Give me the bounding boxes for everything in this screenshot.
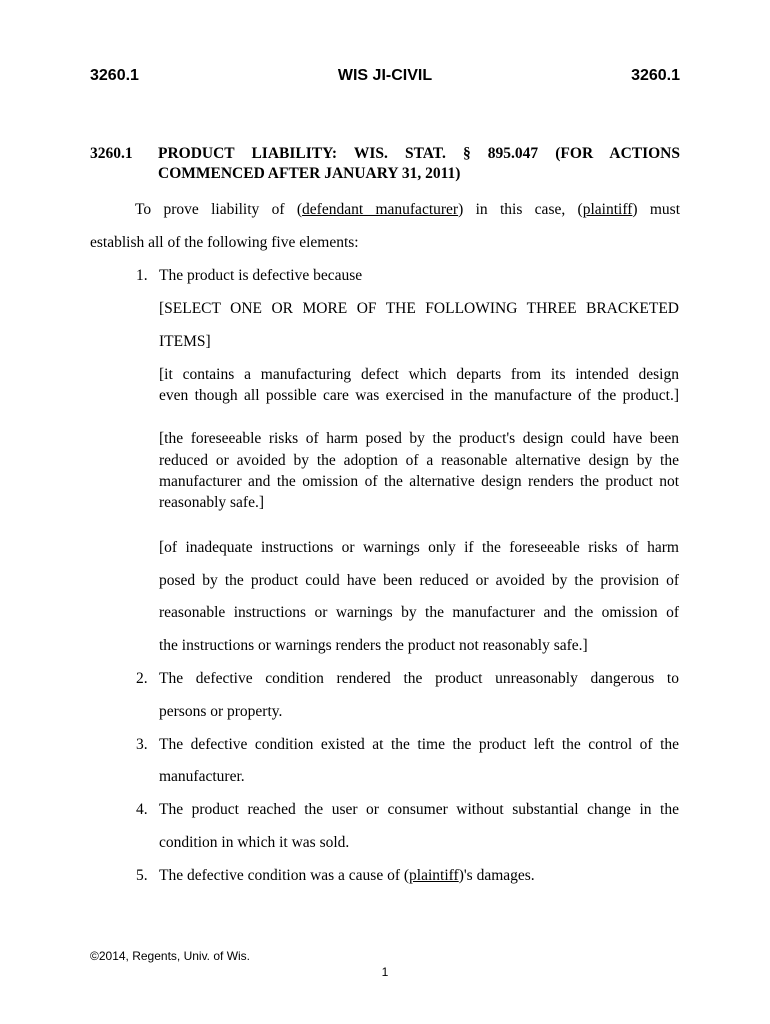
header-section-right: 3260.1 bbox=[631, 67, 680, 84]
header-title: WIS JI-CIVIL bbox=[337, 67, 433, 84]
select-instruction-line-1: [SELECT ONE OR MORE OF THE FOLLOWING THREE BRACKETED bbox=[159, 300, 679, 317]
option-a-line-1: [it contains a manufacturing defect which departs from its intended design bbox=[159, 366, 679, 383]
intro-line-2: establish all of the following five elements: bbox=[90, 234, 359, 251]
copyright-footer: ©2014, Regents, Univ. of Wis. bbox=[90, 949, 251, 963]
element-1-number: 1. bbox=[136, 267, 148, 284]
element-4-line-2: condition in which it was sold. bbox=[159, 834, 350, 851]
element-2-number: 2. bbox=[136, 670, 148, 687]
running-header bbox=[90, 67, 680, 89]
element-5-number: 5. bbox=[136, 867, 148, 884]
option-b-line-4: reasonably safe.] bbox=[159, 494, 265, 511]
select-instruction-line-2: ITEMS] bbox=[159, 333, 211, 350]
option-a-line-2: even though all possible care was exercised in the manufacture of the product.] bbox=[159, 387, 679, 404]
page-number: 1 bbox=[381, 965, 389, 979]
element-3-line-1: The defective condition existed at the time the product left the control of the bbox=[159, 736, 679, 753]
element-5-text: The defective condition was a cause of (plaintiff)'s damages. bbox=[159, 867, 535, 884]
option-c-line-2: posed by the product could have been reduced or avoided by the provision of bbox=[159, 572, 679, 589]
option-b-line-3: manufacturer and the omission of the alternative design renders the product not bbox=[159, 473, 679, 490]
title-line-2: COMMENCED AFTER JANUARY 31, 2011) bbox=[158, 165, 461, 182]
defendant-placeholder: defendant manufacturer bbox=[302, 201, 459, 218]
element-1-text: The product is defective because bbox=[159, 267, 363, 284]
intro-line-1: To prove liability of (defendant manufacturer) in this case, (plaintiff) must bbox=[135, 201, 681, 218]
plaintiff-placeholder-2: plaintiff bbox=[409, 867, 459, 884]
plaintiff-placeholder: plaintiff bbox=[582, 201, 633, 218]
element-3-line-2: manufacturer. bbox=[159, 768, 245, 785]
option-c-line-3: reasonable instructions or warnings by the manufacturer and the omission of bbox=[159, 604, 679, 621]
element-2-line-1: The defective condition rendered the product unreasonably dangerous to bbox=[159, 670, 679, 687]
element-4-number: 4. bbox=[136, 801, 148, 818]
option-c-line-4: the instructions or warnings renders the product not reasonably safe.] bbox=[159, 637, 588, 654]
header-section-left: 3260.1 bbox=[90, 67, 139, 84]
title-number: 3260.1 bbox=[90, 145, 133, 162]
element-3-number: 3. bbox=[136, 736, 148, 753]
element-4-line-1: The product reached the user or consumer without substantial change in the bbox=[159, 801, 679, 818]
title-line-1: PRODUCT LIABILITY: WIS. STAT. § 895.047 (FOR ACTIONS bbox=[158, 145, 680, 162]
option-b-line-1: [the foreseeable risks of harm posed by the product's design could have been bbox=[159, 430, 679, 447]
instruction-title bbox=[90, 144, 680, 184]
element-2-line-2: persons or property. bbox=[159, 703, 283, 720]
option-c-line-1: [of inadequate instructions or warnings only if the foreseeable risks of harm bbox=[159, 539, 679, 556]
option-b-line-2: reduced or avoided by the adoption of a reasonable alternative design by the bbox=[159, 452, 679, 469]
